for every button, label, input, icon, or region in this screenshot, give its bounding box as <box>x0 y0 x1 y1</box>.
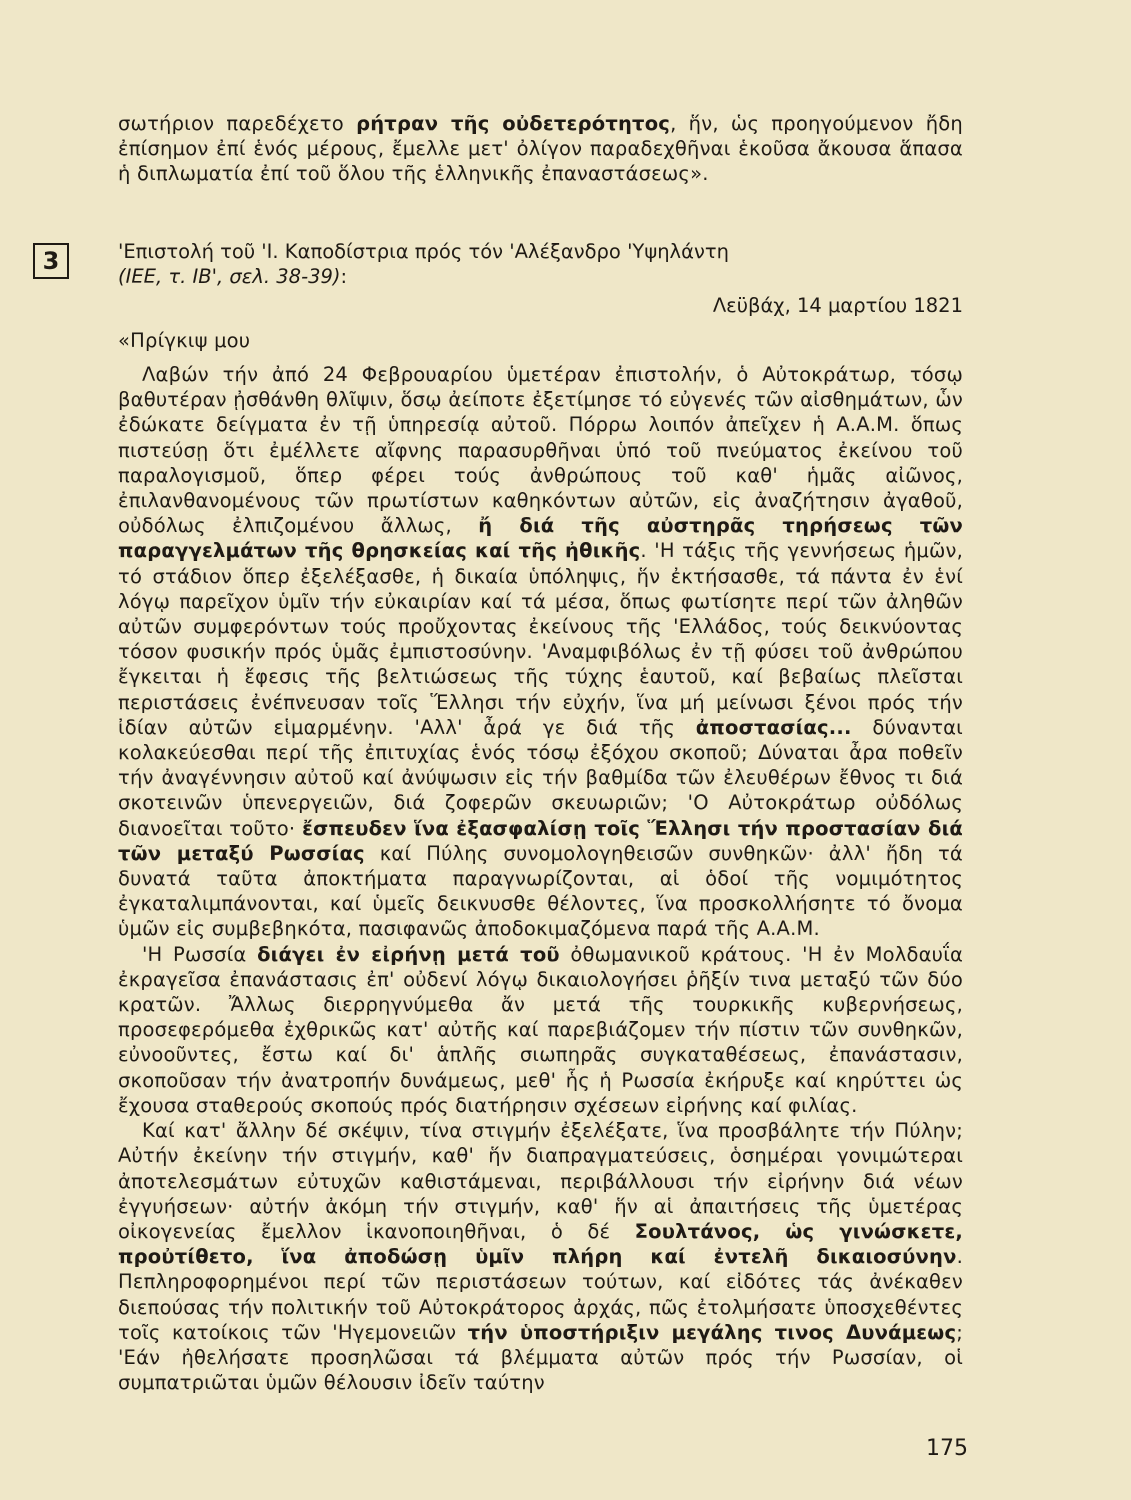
heading-title: 'Επιστολή τοῦ 'Ι. Καποδίστρια πρός τόν 'Αλέξανδρο 'Υψηλάντη <box>118 240 729 263</box>
text-run: . 'Η τάξις τῆς γεννήσεως ἡμῶν, τό στάδιον ὅπερ ἐξελέξασθε, ἡ δικαία ὑπόληψις, ἥν ἐκτήσασθε, τά πάντα ἐν ἑνί λόγῳ παρεῖχον ὑμῖν τήν εὐκαιρίαν καί τά μέσα, ὅπως φωτίσητε περί τῶν ἀληθῶν αὐτῶν συμφερόντων τούς προὔχοντας ἐκείνους τῆς 'Ελλάδος, τούς δεικνύοντας τόσον φυσικήν πρός ὑμᾶς ἐμπιστοσύνην. 'Αναμφιβόλως ἐν τῇ φύσει τοῦ ἀνθρώπου ἔγκειται ἡ ἔφεσις τῆς βελτιώσεως τῆς τύχης ἑαυτοῦ, καί βεβαίως πλεῖσται περιστάσεις ἐνέπνευσαν τοῖς Ἕλλησι τήν εὐχήν, ἵνα μή μείνωσι ξένοι πρός τήν ἰδίαν αὐτῶν εἱμαρμένην. 'Αλλ' ἆρά γε διά τῆς <box>118 539 964 739</box>
document-heading <box>118 239 963 289</box>
text-run: , ἥν, ὡς προηγούμενον ἤδη ἐπίσημον ἐπί ἑνός μέρους, ἔμελλε μετ' ὀλίγον παραδεχθῆναι ἑκοῦσα ἄκουσα ἅπασα ἡ διπλωματία ἐπί τοῦ ὅλου τῆς ἑλληνικῆς ἐπαναστάσεως». <box>118 112 963 186</box>
letter-paragraph-3 <box>118 1118 963 1395</box>
bold-text: διάγει ἐν εἰρήνῃ μετά τοῦ <box>257 942 560 966</box>
letter-paragraph-1 <box>118 362 963 942</box>
text-run: δύνανται κολακεύεσθαι περί τῆς ἐπιτυχίας ἑνός τόσῳ ἐξόχου σκοποῦ; Δύναται ἆρα ποθεῖν τήν ἀναγέννησιν αὐτοῦ καί ἀνύψωσιν εἰς τήν βαθμίδα τῶν ἐλευθέρων ἔθνος τι διά σκοτεινῶν ὑπενεργειῶν, διά ζοφερῶν σκευωριῶν; 'Ο Αὐτοκράτωρ οὐδόλως διανοεῖται τοῦτο· <box>118 715 963 840</box>
text-run: Λαβών τήν ἀπό 24 Φεβρουαρίου ὑμετέραν ἐπιστολήν, ὁ Αὐτοκράτωρ, τόσῳ βαθυτέραν ᾐσθάνθη θλῖψιν, ὅσῳ ἀείποτε ἐξετίμησε τό εὐγενές τῶν αἰσθημάτων, ὧν ἐδώκατε δείγματα ἐν τῇ ὑπηρεσίᾳ αὐτοῦ. Πόρρω λοιπόν ἀπεῖχεν ἡ Α.Α.Μ. ὅπως πιστεύσῃ ὅτι ἐμέλλετε αἴφνης παρασυρθῆναι ὑπό τοῦ πνεύματος ἐκείνου τοῦ παραλογισμοῦ, ὅπερ φέρει τούς ἀνθρώπους τοῦ καθ' ἡμᾶς αἰῶνος, ἐπιλανθανομένους τῶν πρωτίστων καθηκόντων αὐτῶν, εἰς ἀναζήτησιν ἀγαθοῦ, οὐδόλως ἐλπιζομένου ἄλλως, <box>118 363 963 538</box>
bold-text: Σουλτάνος, ὡς γινώσκετε, προὐτίθετο, ἵνα ἀποδώσῃ ὑμῖν πλήρη καί ἐντελῆ δικαιοσύνην <box>118 1219 963 1269</box>
bold-text: ἤ διά τῆς αὐστηρᾶς τηρήσεως τῶν παραγγελμάτων τῆς θρησκείας καί τῆς ἠθικῆς <box>118 514 963 563</box>
bold-text: ἀποστασίας... <box>695 715 852 739</box>
text-run: 'Η Ρωσσία <box>142 942 258 966</box>
bold-text: ρήτραν τῆς οὐδετερότητος <box>356 112 671 135</box>
text-run: ὀθωμανικοῦ κράτους. 'Η ἐν Μολδαυΐα ἐκραγεῖσα ἐπανάστασις ἐπ' οὐδενί λόγῳ δικαιολογήσει ῥῆξίν τινα μεταξύ τῶν δύο κρατῶν. Ἄλλως διερρηγνύμεθα ἄν μετά τῆς τουρκικῆς κυβερνήσεως, προσεφερόμεθα ἐχθρικῶς κατ' αὐτῆς καί παρεβιάζομεν τήν πίστιν τῶν συνθηκῶν, εὐνοοῦντες, ἔστω καί δι' ἁπλῆς σιωπηρᾶς συγκαταθέσεως, ἐπανάστασιν, σκοποῦσαν τήν ἀνατροπήν δυνάμεως, μεθ' ἧς ἡ Ρωσσία ἐκήρυξε καί κηρύττει ὡς ἔχουσα σταθερούς σκοπούς πρός διατήρησιν σχέσεων εἰρήνης καί φιλίας. <box>118 942 964 1117</box>
text-run: ; 'Εάν ἠθελήσατε προσηλῶσαι τά βλέμματα αὐτῶν πρός τήν Ρωσσίαν, οἱ συμπατριῶται ὑμῶν θέλουσιν ἰδεῖν ταύτην <box>118 1320 963 1395</box>
bold-text: τήν ὑποστήριξιν μεγάλης τινος Δυνάμεως <box>467 1320 957 1344</box>
text-run: καί Πύλης συνομολογηθεισῶν συνθηκῶν· ἀλλ' ἤδη τά δυνατά ταῦτα ἀποκτήματα παραγνωρίζονται, αἱ ὁδοί τῆς νομιμότητος ἐγκαταλιμπάνονται, καί ὑμεῖς δεικνυσθε θέλοντες, ἵνα προσκολλήσητε τό ὄνομα ὑμῶν εἰς συμβεβηκότα, πασιφανῶς ἀποδοκιμαζόμενα παρά τῆς Α.Α.Μ. <box>118 841 963 941</box>
text-run: Καί κατ' ἄλλην δέ σκέψιν, τίνα στιγμήν ἐξελέξατε, ἵνα προσβάλητε τήν Πύλην; Αὐτήν ἐκείνην τήν στιγμήν, καθ' ἥν διαπραγματεύσεις, ὁσημέραι γονιμώτεραι ἀποτελεσμάτων εὐτυχῶν καθιστάμεναι, περιβάλλουσι τήν εἰρήνην διά νέων ἐγγυήσεων· αὐτήν ἀκόμη τήν στιγμήν, καθ' ἥν αἱ ἀπαιτήσεις τῆς ὑμετέρας οἰκογενείας ἔμελλον ἱκανοποιηθῆναι, ὁ δέ <box>118 1119 963 1243</box>
top-paragraph <box>118 111 963 187</box>
page-number: 175 <box>926 1436 968 1461</box>
bold-text: ἔσπευδεν ἵνα ἐξασφαλίσῃ τοῖς Ἕλλησι τήν προστασίαν διά τῶν μεταξύ Ρωσσίας <box>118 816 964 865</box>
text-run: . Πεπληροφορημένοι περί τῶν περιστάσεων τούτων, καί εἰδότες τάς ἀνέκαθεν διεπούσας τήν πολιτικήν τοῦ Αὐτοκράτορος ἀρχάς, πῶς ἐτολμήσατε ὑποσχεθέντες τοῖς κατοίκοις τῶν 'Ηγεμονειῶν <box>118 1245 963 1344</box>
section-number-box: 3 <box>33 243 69 279</box>
letter-paragraph-2 <box>118 942 963 1118</box>
heading-source: (ΙΕΕ, τ. ΙΒ', σελ. 38-39) <box>118 265 341 289</box>
dateline: Λεϋβάχ, 14 μαρτίου 1821 <box>712 294 963 317</box>
text-run: σωτήριον παρεδέχετο <box>118 112 357 135</box>
letter-body <box>118 362 963 1395</box>
salutation: «Πρίγκιψ μου <box>118 329 251 352</box>
heading-source-suffix: : <box>340 265 348 289</box>
